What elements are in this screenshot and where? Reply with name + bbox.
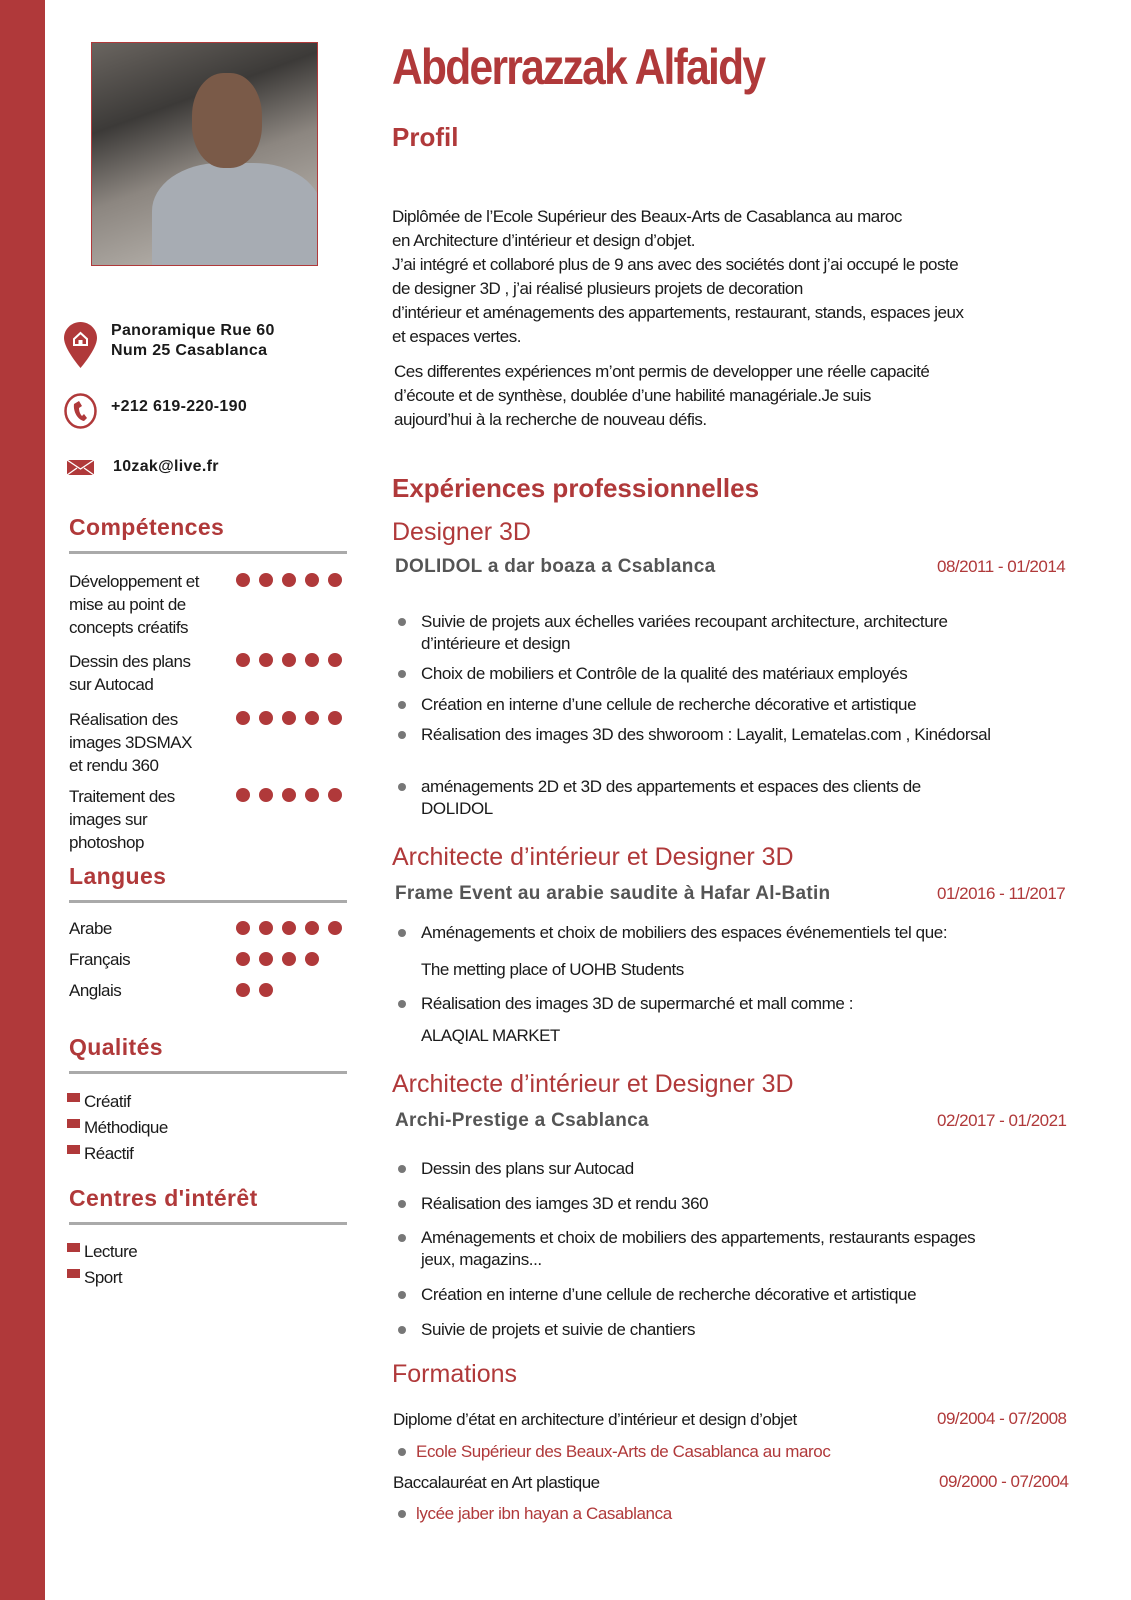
job-bullets bbox=[392, 1319, 992, 1341]
rating-dot bbox=[236, 952, 250, 966]
formation-dates: 09/2004 - 07/2008 bbox=[937, 1409, 1067, 1428]
rating-dot bbox=[282, 788, 296, 802]
language-rating bbox=[236, 952, 319, 966]
job-bullets bbox=[392, 993, 992, 1015]
profil-paragraph-2 bbox=[394, 360, 929, 432]
job-bullet: Dessin des plans sur Autocad bbox=[392, 1158, 992, 1180]
profil-line: Diplômée de l’Ecole Supérieur des Beaux-Arts de Casablanca au maroc bbox=[392, 207, 902, 226]
job-title: Architecte d’intérieur et Designer 3D bbox=[392, 843, 794, 871]
qualites-heading: Qualités bbox=[69, 1034, 163, 1060]
rating-dot bbox=[282, 653, 296, 667]
location-pin-icon bbox=[64, 322, 97, 368]
divider bbox=[69, 1071, 347, 1074]
profil-line: J’ai intégré et collaboré plus de 9 ans avec des sociétés dont j’ai occupé le poste bbox=[392, 255, 959, 274]
rating-dot bbox=[305, 653, 319, 667]
square-bullet-icon bbox=[67, 1243, 80, 1252]
job-bullets bbox=[392, 1193, 992, 1215]
job-bullet: Réalisation des images 3D de supermarché et mall comme : bbox=[392, 993, 992, 1015]
square-bullet-icon bbox=[67, 1093, 80, 1102]
job-dates: 01/2016 - 11/2017 bbox=[937, 884, 1066, 903]
job-bullet: Aménagements et choix de mobiliers des espaces événementiels tel que: bbox=[392, 922, 992, 944]
competence-label: Développement et mise au point de concepts créatifs bbox=[69, 572, 199, 637]
profil-line: de designer 3D , j’ai réalisé plusieurs projets de decoration bbox=[392, 279, 803, 298]
job-title: Designer 3D bbox=[392, 518, 531, 546]
job-bullet: Création en interne d’une cellule de recherche décorative et artistique bbox=[392, 1284, 992, 1306]
qualites-label: Réactif bbox=[84, 1144, 134, 1163]
job-bullets bbox=[392, 1158, 992, 1180]
interets-item bbox=[67, 1239, 137, 1265]
sidebar-accent-bar bbox=[0, 0, 45, 1600]
job-note: ALAQIAL MARKET bbox=[421, 1026, 560, 1045]
phone-number[interactable]: +212 619-220-190 bbox=[111, 398, 248, 415]
divider bbox=[69, 551, 347, 554]
interets-item bbox=[67, 1265, 137, 1291]
job-bullets bbox=[392, 776, 992, 820]
interets-label: Lecture bbox=[84, 1242, 138, 1261]
job-bullet: Création en interne d’une cellule de recherche décorative et artistique bbox=[392, 694, 992, 716]
experiences-heading: Expériences professionnelles bbox=[392, 473, 760, 503]
qualites-item bbox=[67, 1115, 168, 1141]
formation-school-list bbox=[392, 1441, 830, 1463]
rating-dot bbox=[328, 573, 342, 587]
profile-photo bbox=[91, 42, 318, 266]
divider bbox=[69, 1222, 347, 1225]
job-dates: 08/2011 - 01/2014 bbox=[937, 557, 1066, 576]
rating-dot bbox=[236, 573, 250, 587]
rating-dot bbox=[236, 983, 250, 997]
rating-dot bbox=[259, 788, 273, 802]
rating-dot bbox=[305, 921, 319, 935]
rating-dot bbox=[259, 573, 273, 587]
competence-label: Traitement des images sur photoshop bbox=[69, 787, 175, 852]
company-name: DOLIDOL a dar boaza a Csablanca bbox=[395, 556, 716, 577]
rating-dot bbox=[305, 711, 319, 725]
formation-school: Ecole Supérieur des Beaux-Arts de Casablanca au maroc bbox=[392, 1441, 830, 1463]
formation-degree: Diplome d’état en architecture d’intérieur et design d’objet bbox=[393, 1410, 797, 1429]
language-label: Arabe bbox=[69, 919, 112, 938]
square-bullet-icon bbox=[67, 1269, 80, 1278]
profil-line: et espaces vertes. bbox=[392, 327, 521, 346]
language-label: Anglais bbox=[69, 981, 122, 1000]
address-line-2: Num 25 Casablanca bbox=[111, 342, 268, 359]
interets-heading: Centres d'intérêt bbox=[69, 1185, 258, 1211]
langues-heading: Langues bbox=[69, 863, 167, 889]
rating-dot bbox=[282, 573, 296, 587]
job-dates: 02/2017 - 01/2021 bbox=[937, 1111, 1067, 1130]
phone-icon bbox=[64, 393, 97, 429]
qualites-item bbox=[67, 1141, 168, 1167]
profil-line: aujourd’hui à la recherche de nouveau défis. bbox=[394, 410, 707, 429]
rating-dot bbox=[328, 711, 342, 725]
job-bullets bbox=[392, 1227, 992, 1271]
competence-rating bbox=[236, 788, 342, 802]
email-address[interactable]: 10zak@live.fr bbox=[113, 458, 219, 475]
competences-heading: Compétences bbox=[69, 514, 225, 540]
job-bullet: Réalisation des images 3D des shworoom : Layalit, Lematelas.com , Kinédorsal bbox=[392, 724, 992, 746]
rating-dot bbox=[259, 653, 273, 667]
profil-line: d’intérieur et aménagements des appartements, restaurant, stands, espaces jeux bbox=[392, 303, 964, 322]
job-bullet: aménagements 2D et 3D des appartements et espaces des clients de DOLIDOL bbox=[392, 776, 992, 820]
rating-dot bbox=[236, 711, 250, 725]
competence-label: Dessin des plans sur Autocad bbox=[69, 652, 191, 694]
rating-dot bbox=[282, 711, 296, 725]
language-rating bbox=[236, 983, 273, 997]
square-bullet-icon bbox=[67, 1145, 80, 1154]
formation-degree: Baccalauréat en Art plastique bbox=[393, 1473, 600, 1492]
job-bullet: Suivie de projets et suivie de chantiers bbox=[392, 1319, 992, 1341]
language-rating bbox=[236, 921, 342, 935]
email-icon bbox=[67, 460, 94, 475]
rating-dot bbox=[328, 788, 342, 802]
job-bullet: Suivie de projets aux échelles variées recoupant architecture, architecture d’intérieure et design bbox=[392, 611, 992, 655]
rating-dot bbox=[282, 921, 296, 935]
qualites-label: Méthodique bbox=[84, 1118, 168, 1137]
interets-label: Sport bbox=[84, 1268, 123, 1287]
job-bullets bbox=[392, 922, 992, 944]
rating-dot bbox=[305, 788, 319, 802]
rating-dot bbox=[259, 711, 273, 725]
competence-rating bbox=[236, 573, 342, 587]
job-bullet: Aménagements et choix de mobiliers des appartements, restaurants espages jeux, magazins... bbox=[392, 1227, 992, 1271]
profil-line: en Architecture d’intérieur et design d’objet. bbox=[392, 231, 696, 250]
rating-dot bbox=[305, 573, 319, 587]
profil-line: Ces differentes expériences m’ont permis de developper une réelle capacité bbox=[394, 362, 930, 381]
divider bbox=[69, 900, 347, 903]
address-line-1: Panoramique Rue 60 bbox=[111, 322, 275, 339]
job-title: Architecte d’intérieur et Designer 3D bbox=[392, 1070, 794, 1098]
formation-school-list bbox=[392, 1503, 672, 1525]
job-bullet: Choix de mobiliers et Contrôle de la qualité des matériaux employés bbox=[392, 663, 992, 685]
formation-school: lycée jaber ibn hayan a Casablanca bbox=[392, 1503, 672, 1525]
rating-dot bbox=[259, 952, 273, 966]
job-bullets bbox=[392, 694, 992, 716]
language-label: Français bbox=[69, 950, 131, 969]
rating-dot bbox=[236, 788, 250, 802]
company-name: Frame Event au arabie saudite à Hafar Al-Batin bbox=[395, 883, 831, 904]
job-bullet: Réalisation des iamges 3D et rendu 360 bbox=[392, 1193, 992, 1215]
interets-list bbox=[67, 1239, 137, 1291]
rating-dot bbox=[259, 983, 273, 997]
profil-line: d’écoute et de synthèse, doublée d’une habilité managériale.Je suis bbox=[394, 386, 871, 405]
profil-paragraph-1 bbox=[392, 205, 963, 349]
job-bullets bbox=[392, 611, 992, 655]
job-note: The metting place of UOHB Students bbox=[421, 960, 684, 979]
rating-dot bbox=[282, 952, 296, 966]
competence-rating bbox=[236, 653, 342, 667]
rating-dot bbox=[328, 653, 342, 667]
job-bullets bbox=[392, 663, 992, 685]
profil-heading: Profil bbox=[392, 122, 459, 152]
job-bullets bbox=[392, 1284, 992, 1306]
formations-heading: Formations bbox=[392, 1360, 518, 1388]
rating-dot bbox=[305, 952, 319, 966]
candidate-name: Abderrazzak Alfaidy bbox=[392, 39, 765, 95]
job-bullets bbox=[392, 724, 992, 746]
rating-dot bbox=[236, 921, 250, 935]
competence-rating bbox=[236, 711, 342, 725]
rating-dot bbox=[259, 921, 273, 935]
rating-dot bbox=[328, 921, 342, 935]
competence-label: Réalisation des images 3DSMAX et rendu 360 bbox=[69, 710, 192, 775]
qualites-label: Créatif bbox=[84, 1092, 131, 1111]
square-bullet-icon bbox=[67, 1119, 80, 1128]
company-name: Archi-Prestige a Csablanca bbox=[395, 1110, 649, 1131]
formation-dates: 09/2000 - 07/2004 bbox=[939, 1472, 1069, 1491]
qualites-item bbox=[67, 1089, 168, 1115]
qualites-list bbox=[67, 1089, 168, 1167]
rating-dot bbox=[236, 653, 250, 667]
